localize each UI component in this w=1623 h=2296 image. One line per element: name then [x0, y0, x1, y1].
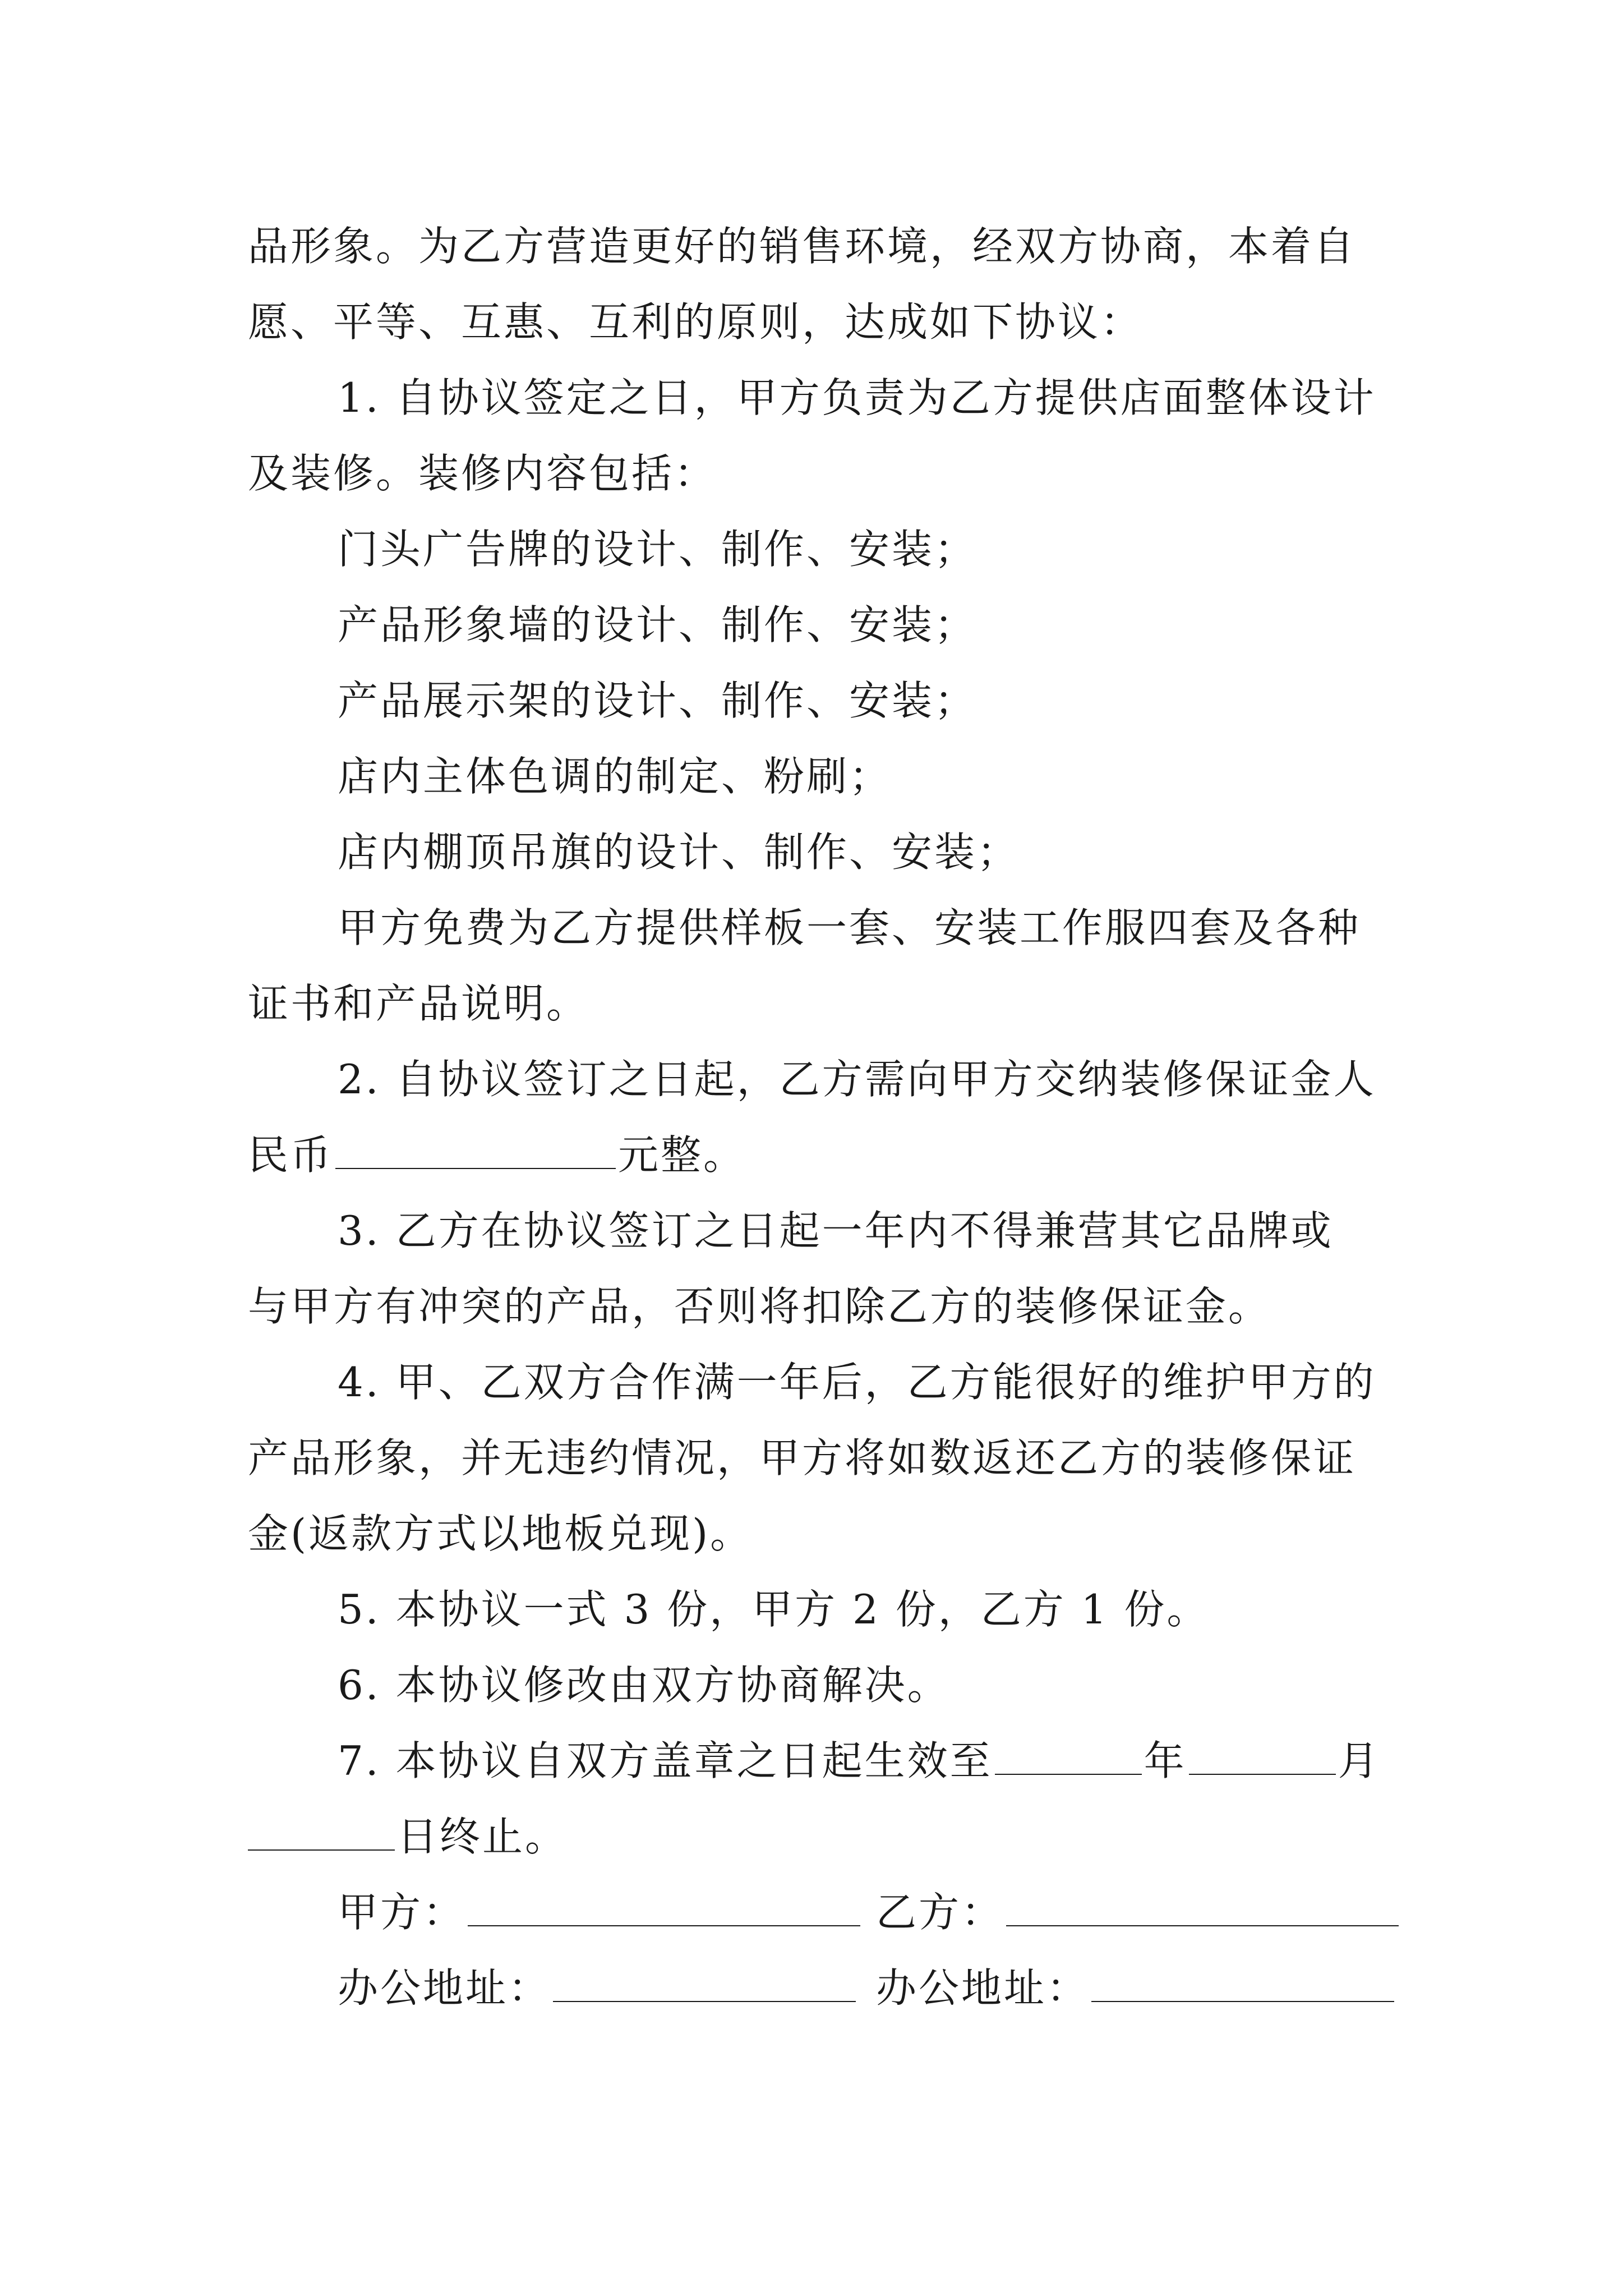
item1-subitem: 产品形象墙的设计、制作、安装；: [338, 601, 978, 648]
address-a-cell: [338, 1950, 858, 2026]
deposit-amount-blank[interactable]: [335, 1131, 616, 1169]
item3-line-2: 与甲方有冲突的产品，否则将扣除乙方的装修保证金。: [248, 1283, 1271, 1330]
document-page: [248, 209, 1387, 2026]
address-b-cell: [876, 1950, 1396, 2026]
intro-line-1: 品形象。为乙方营造更好的销售环境，经双方协商，本着自: [248, 223, 1357, 270]
item1-line-2: 及装修。装修内容包括：: [248, 450, 717, 497]
item4-line-2: 产品形象，并无违约情况，甲方将如数返还乙方的装修保证: [248, 1434, 1357, 1481]
party-a-blank[interactable]: [468, 1888, 860, 1926]
item2-prefix: 民币: [248, 1131, 334, 1179]
party-a-cell: [338, 1875, 863, 1950]
year-label: 年: [1144, 1737, 1187, 1784]
month-label: 月: [1338, 1737, 1381, 1784]
item4-line-3: 金(返款方式以地板兑现)。: [248, 1510, 753, 1557]
party-a-label: 甲方：: [338, 1889, 466, 1936]
address-a-blank[interactable]: [553, 1964, 856, 2002]
item7-prefix: 7. 本协议自双方盖章之日起生效至: [338, 1737, 993, 1784]
item1-subitem: 店内主体色调的制定、粉刷；: [338, 753, 892, 800]
item1-subitem: 店内棚顶吊旗的设计、制作、安装；: [338, 829, 1020, 876]
signature-row-party: [248, 1875, 1387, 1950]
address-a-label: 办公地址：: [338, 1964, 551, 2012]
item3-line-1: 3. 乙方在协议签订之日起一年内不得兼营其它品牌或: [338, 1207, 1334, 1254]
end-month-blank[interactable]: [1189, 1737, 1336, 1775]
item7-line-2: [248, 1799, 1387, 1875]
address-b-label: 办公地址：: [876, 1964, 1090, 2012]
item6-line: 6. 本协议修改由双方协商解决。: [338, 1662, 950, 1709]
item7-line-1: [248, 1723, 1387, 1799]
item5-line: 5. 本协议一式 3 份，甲方 2 份，乙方 1 份。: [338, 1586, 1210, 1633]
end-day-blank[interactable]: [248, 1812, 395, 1851]
item4-line-1: 4. 甲、乙双方合作满一年后，乙方能很好的维护甲方的: [338, 1359, 1376, 1406]
item1-subitem: 门头广告牌的设计、制作、安装；: [338, 526, 978, 573]
item2-line-2: [248, 1117, 1387, 1193]
item1-extra-line-1: 甲方免费为乙方提供样板一套、安装工作服四套及各种: [338, 904, 1361, 951]
signature-row-address: [248, 1950, 1387, 2026]
party-b-blank[interactable]: [1006, 1888, 1399, 1926]
item2-line-1: 2. 自协议签订之日起，乙方需向甲方交纳装修保证金人: [338, 1056, 1376, 1103]
item1-subitem: 产品展示架的设计、制作、安装；: [338, 677, 978, 724]
party-b-cell: [876, 1875, 1401, 1950]
address-b-blank[interactable]: [1091, 1964, 1394, 2002]
end-year-blank[interactable]: [995, 1737, 1142, 1775]
day-label: 日终止。: [397, 1813, 568, 1860]
party-b-label: 乙方：: [876, 1889, 1004, 1936]
item1-extra-line-2: 证书和产品说明。: [248, 980, 589, 1027]
item2-suffix: 元整。: [618, 1131, 746, 1179]
item1-line-1: 1. 自协议签定之日，甲方负责为乙方提供店面整体设计: [338, 374, 1376, 421]
intro-line-2: 愿、平等、互惠、互利的原则，达成如下协议：: [248, 298, 1144, 346]
